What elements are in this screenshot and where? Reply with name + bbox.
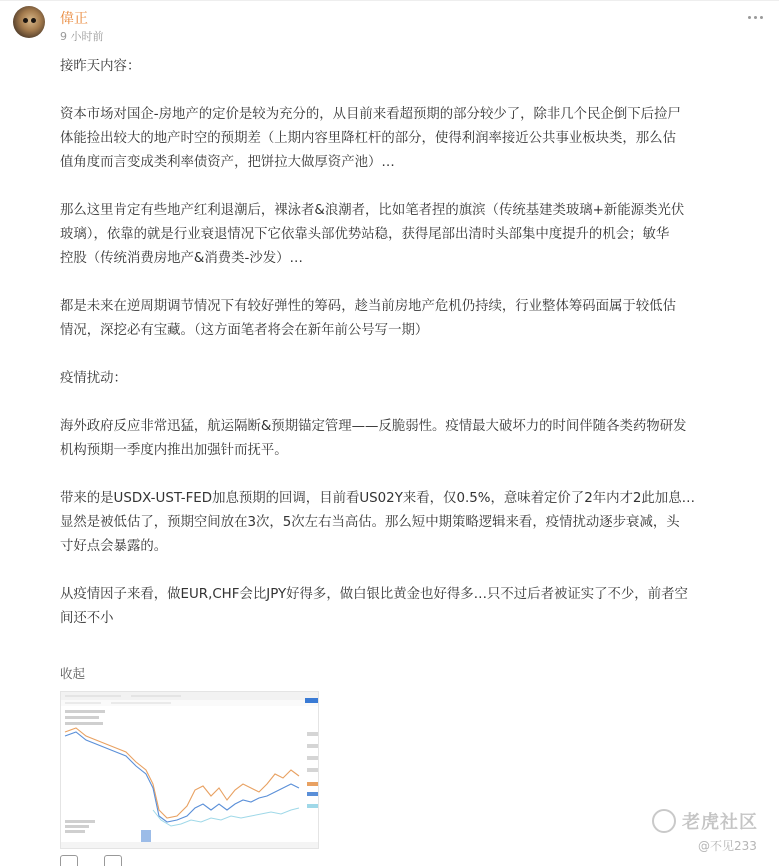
content-line: 玻璃），依靠的就是行业衰退情况下它依靠头部优势站稳，获得尾部出清时头部集中度提升的机会；敏华 xyxy=(60,227,670,242)
content-line: 那么这里肯定有些地产红利退潮后，裸泳者&浪潮者，比如笔者捏的旗滨（传统基建类玻璃+新能源类光伏 xyxy=(60,203,685,218)
watermark-user: @不见233 xyxy=(698,839,757,853)
content-line: 从疫情因子来看，做EUR,CHF会比JPY好得多，做白银比黄金也好得多…只不过后者被证实了不少，前者空 xyxy=(60,587,688,602)
author-name[interactable]: 偉正 xyxy=(60,11,88,27)
avatar-eye-icon xyxy=(23,18,28,23)
author-avatar[interactable] xyxy=(13,6,45,38)
more-options-icon[interactable] xyxy=(748,10,766,24)
collapse-link[interactable]: 收起 xyxy=(60,666,86,681)
content-line: 间还不小 xyxy=(60,611,114,626)
content-line: 接昨天内容： xyxy=(60,59,141,74)
content-line: 海外政府反应非常迅猛，航运隔断&预期锚定管理——反脆弱性。疫情最大破坏力的时间伴随各类药物研发 xyxy=(60,419,687,434)
content-line: 寸好点会暴露的。 xyxy=(60,539,168,554)
comment-icon[interactable] xyxy=(104,855,122,866)
post-content xyxy=(60,55,760,631)
content-line: 控股（传统消费房地产&消费类-沙发）… xyxy=(60,251,303,266)
avatar-eye-icon xyxy=(31,18,36,23)
content-line: 都是未来在逆周期调节情况下有较好弹性的筹码，趁当前房地产危机仍持续，行业整体筹码面属于较低估 xyxy=(60,299,676,314)
post-timestamp: 9 小时前 xyxy=(60,30,104,43)
like-icon[interactable] xyxy=(60,855,78,866)
chart-image-thumbnail[interactable] xyxy=(60,691,319,849)
community-logo-icon xyxy=(652,809,676,833)
content-line: 情况，深挖必有宝藏。（这方面笔者将会在新年前公号写一期） xyxy=(60,323,429,338)
community-watermark xyxy=(652,806,758,836)
watermark-brand: 老虎社区 xyxy=(682,812,758,833)
chart-image-icon xyxy=(61,692,319,849)
content-line: 显然是被低估了，预期空间放在3次，5次左右当高估。那么短中期策略逻辑来看，疫情扰动逐步衰减，头 xyxy=(60,515,680,530)
top-divider xyxy=(0,0,779,1)
content-line: 带来的是USDX-UST-FED加息预期的回调，目前看US02Y来看，仅0.5%，意味着定价了2年内才2此加息… xyxy=(60,491,695,506)
content-line: 值角度而言变成类利率债资产，把饼拉大做厚资产池）… xyxy=(60,155,395,170)
content-line: 体能捡出较大的地产时空的预期差（上期内容里降杠杆的部分，使得利润率接近公共事业板块类，那么估 xyxy=(60,131,676,146)
content-line: 疫情扰动： xyxy=(60,371,127,386)
post-actions xyxy=(60,855,122,866)
content-line: 资本市场对国企-房地产的定价是较为充分的，从目前来看超预期的部分较少了，除非几个民企倒下后捡尸 xyxy=(60,107,681,122)
content-line: 机构预期一季度内推出加强针而抚平。 xyxy=(60,443,288,458)
